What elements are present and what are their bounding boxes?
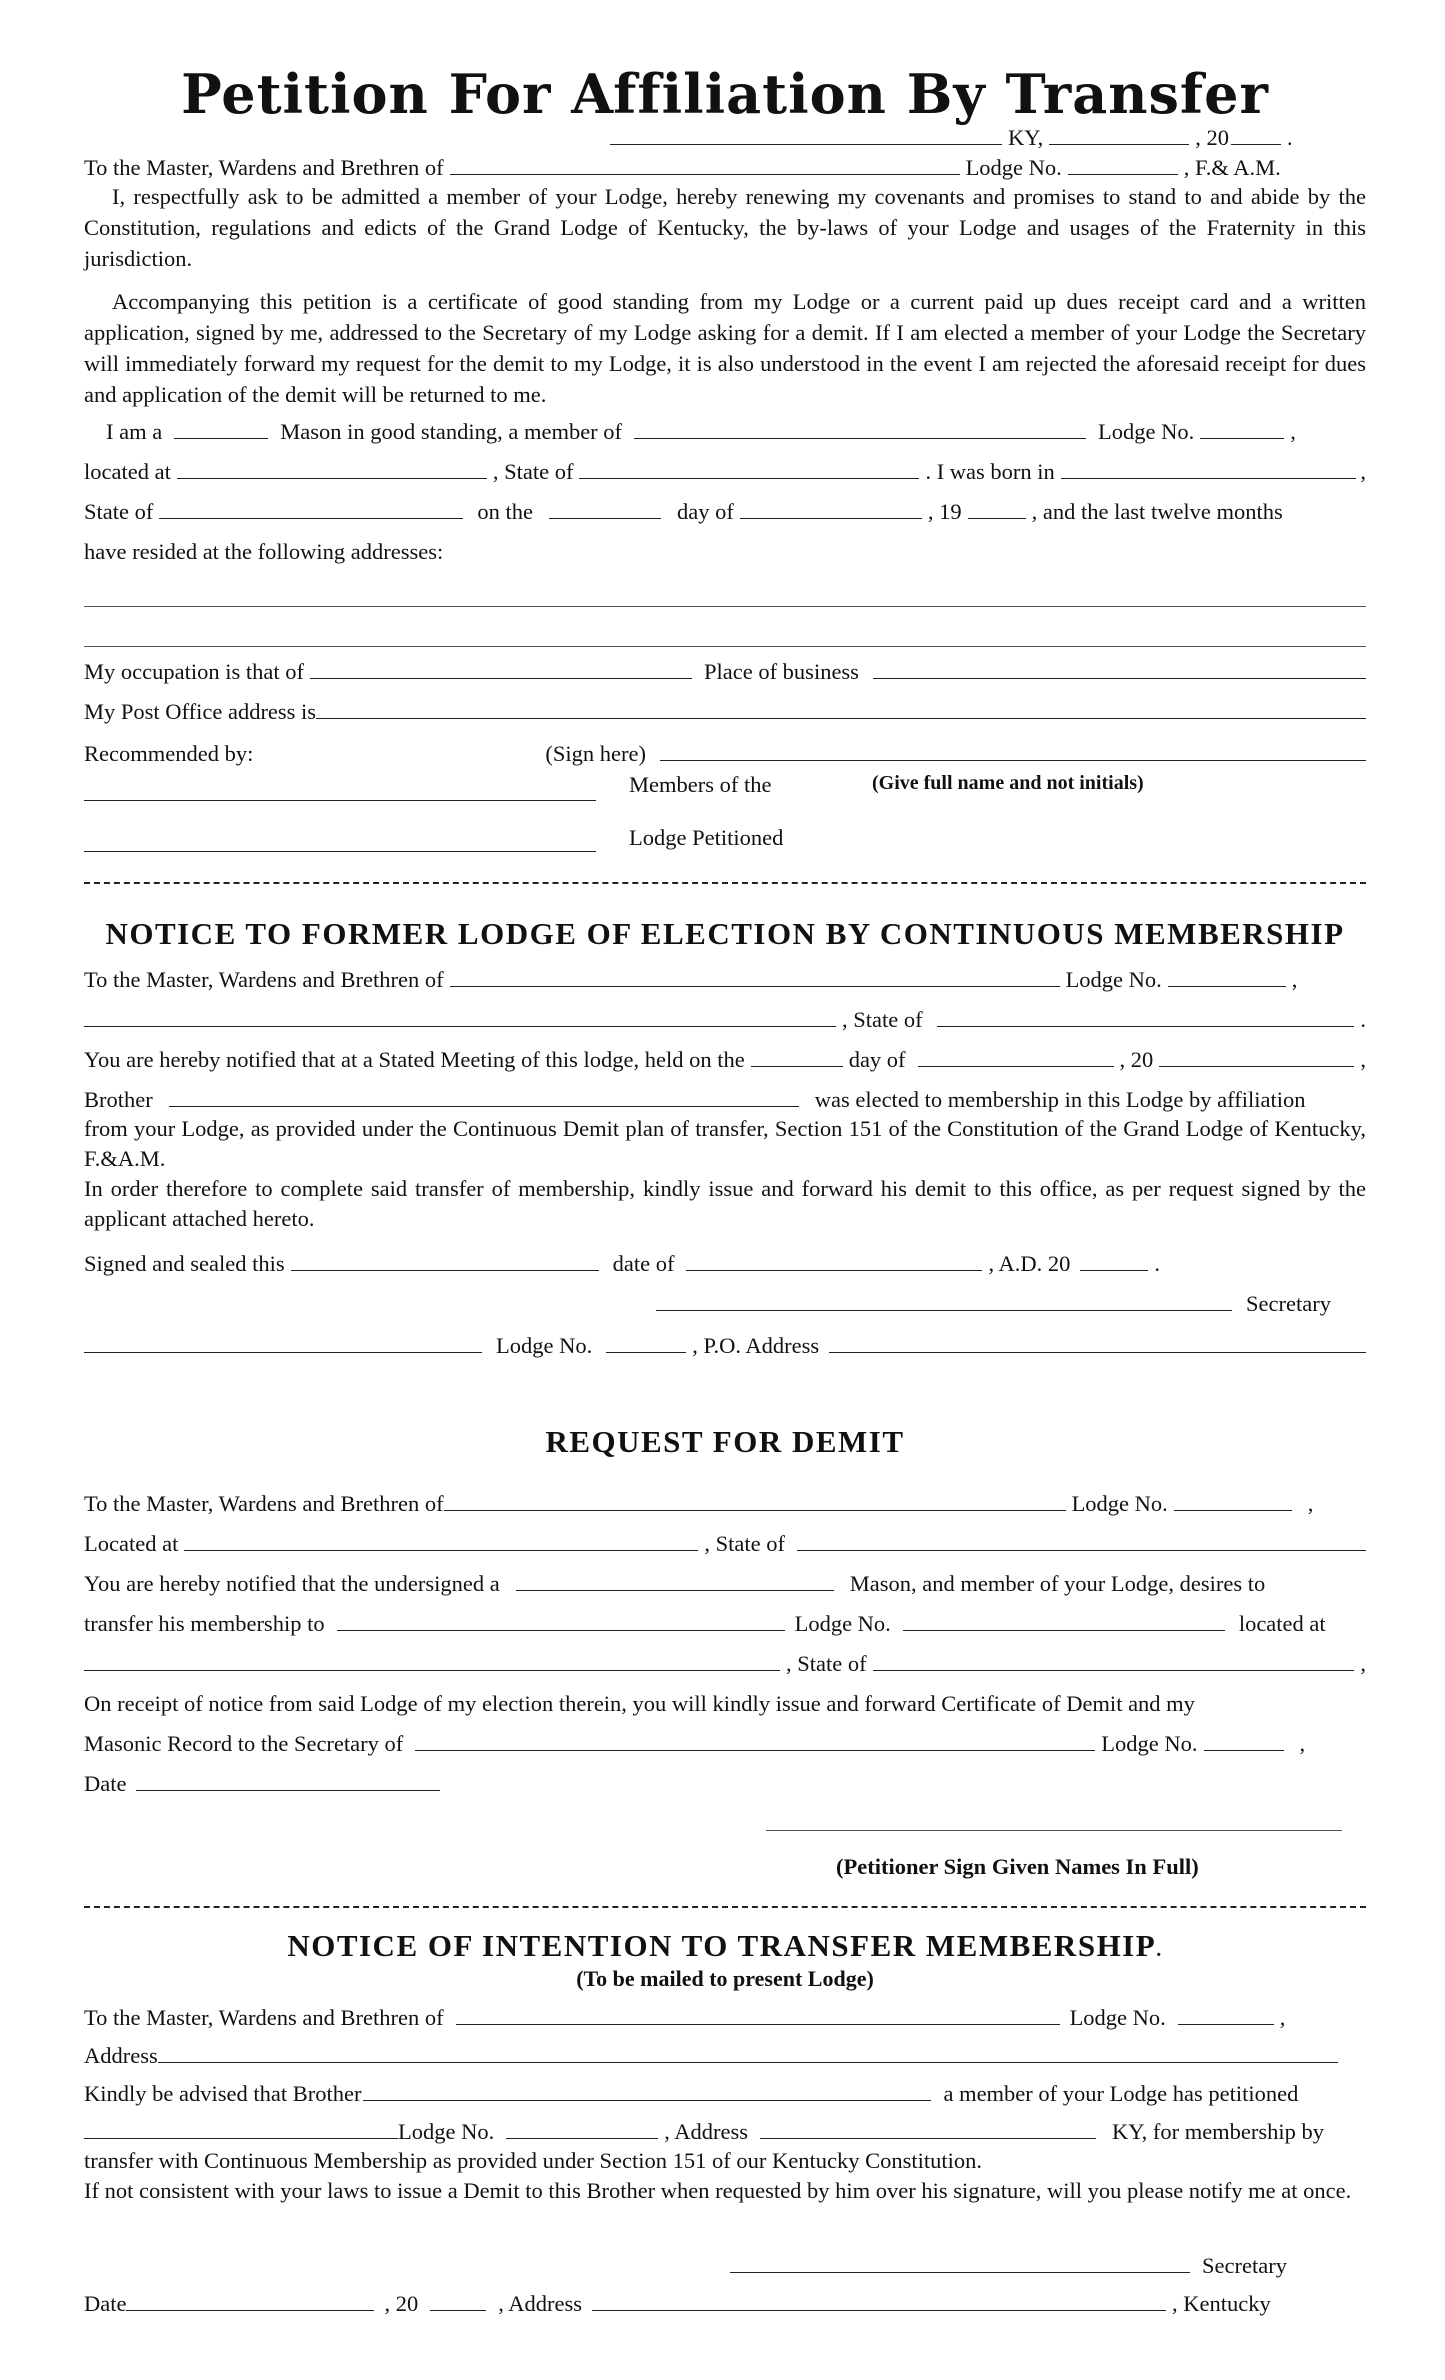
address-line-2[interactable] [84,646,1366,647]
brother-name-field[interactable] [169,1086,799,1107]
record-lodge-number-field[interactable] [1204,1730,1284,1751]
occupation-line: My occupation is that of Place of business [84,658,1366,686]
intention-final-address-field[interactable] [592,2290,1166,2311]
notice-lodge-name-field[interactable] [450,966,1060,987]
po-address-field[interactable] [829,1332,1366,1353]
birth-year-field[interactable] [968,498,1026,519]
demit-lodge-number-field[interactable] [1174,1490,1292,1511]
lodge-number-field[interactable] [1068,154,1178,175]
recommended-line: Recommended by: (Sign here) [84,740,1366,768]
notice-po-line: Lodge No. , P.O. Address [84,1332,1366,1360]
intention-address-line: Address [84,2042,1366,2070]
intention-address-field[interactable] [158,2042,1338,2063]
intention-date-line: Date , 20 , Address , Kentucky [84,2291,1271,2316]
petition-to-master-line: To the Master, Wardens and Brethren of Lodge No. , F.& A.M. [84,155,1281,180]
transfer-lodge-number-field[interactable] [903,1610,1225,1631]
recommender-line-2[interactable] [84,851,596,852]
year-field[interactable] [1231,124,1281,145]
intention-paragraph-1: transfer with Continuous Membership as provided under Section 151 of our Kentucky Constitution. [84,2148,983,2173]
intention-secretary-line: Secretary [84,2252,1366,2280]
petitioner-signature-field[interactable] [766,1830,1342,1831]
intention-lodge-name-field[interactable] [456,2004,1060,2025]
signed-month-field[interactable] [686,1250,982,1271]
intention-lodge-field[interactable] [84,2118,398,2139]
demit-degree-field[interactable] [516,1570,834,1591]
notice-lodge-no-field[interactable] [606,1332,686,1353]
full-name-note: (Give full name and not initials) [872,772,1144,794]
notice-heading: NOTICE TO FORMER LODGE OF ELECTION BY CONTINUOUS MEMBERSHIP [105,916,1345,951]
birth-day-field[interactable] [549,498,661,519]
intention-date-field[interactable] [126,2290,374,2311]
recommender-line-1[interactable] [84,800,596,801]
demit-date-field[interactable] [136,1770,440,1791]
address-line-1[interactable] [84,606,1366,607]
demit-state-field[interactable] [797,1530,1366,1551]
members-of-label: Members of the [629,772,772,797]
intention-paragraph-2: If not consistent with your laws to issue a Demit to this Brother when requested by him over his signature, will you please notify me at once. [84,2178,1352,2203]
intention-subheading: (To be mailed to present Lodge) [576,1966,874,1991]
state-field[interactable] [579,458,919,479]
notice-secretary-line: Secretary [84,1290,1366,1318]
intention-brother-line: Kindly be advised that Brother a member of your Lodge has petitioned [84,2081,1299,2106]
demit-state-line: , State of , [84,1650,1366,1678]
intention-secretary-field[interactable] [730,2252,1190,2273]
meeting-year-field[interactable] [1159,1046,1354,1067]
resided-line: have resided at the following addresses: [84,539,444,564]
record-lodge-field[interactable] [415,1730,1095,1751]
signed-year-field[interactable] [1080,1250,1148,1271]
demit-lodge-name-field[interactable] [444,1490,1066,1511]
notice-lodge-number-field[interactable] [1168,966,1286,987]
notice-paragraph-1: from your Lodge, as provided under the Continuous Demit plan of transfer, Section 151 of the Constitution of the Grand Lodge of Kentucky, F.&A.M. [84,1116,1366,1171]
meeting-month-field[interactable] [918,1046,1114,1067]
lodge-petitioned-label: Lodge Petitioned [629,825,784,850]
demit-located-line: Located at , State of [84,1530,1366,1558]
occupation-field[interactable] [310,658,692,679]
intention-to-master-line: To the Master, Wardens and Brethren of Lodge No. , [84,2005,1286,2030]
notice-paragraph-2: In order therefore to complete said transfer of membership, kindly issue and forward his demit to this office, as per request signed by the applicant attached hereto. [84,1176,1366,1231]
demit-located-field[interactable] [184,1530,698,1551]
cut-line-1 [84,882,1366,884]
notice-meeting-line: You are hereby notified that at a Stated Meeting of this lodge, held on the day of , 20 , [84,1047,1366,1072]
demit-date-line: Date [84,1770,1366,1798]
form-title: Petition For Affiliation By Transfer [181,62,1269,126]
demit-receipt-line: On receipt of notice from said Lodge of my election therein, you will kindly issue and forward Certificate of Demit and my [84,1691,1195,1716]
transfer-city-field[interactable] [84,1650,780,1671]
notice-state-field[interactable] [937,1006,1355,1027]
post-office-line: My Post Office address is [84,698,1366,726]
post-office-field[interactable] [316,698,1366,719]
intention-lodge-address-line: Lodge No. , Address KY, for membership by [84,2118,1366,2146]
intention-lodge-number-field[interactable] [1178,2004,1274,2025]
date-field[interactable] [1049,124,1189,145]
city-field[interactable] [610,124,1002,145]
birth-state-field[interactable] [159,498,463,519]
intention-year-field[interactable] [430,2290,486,2311]
demit-record-line: Masonic Record to the Secretary of Lodge No. , [84,1731,1306,1756]
demit-transfer-line: transfer his membership to Lodge No. located at [84,1611,1326,1636]
mason-standing-line: I am a Mason in good standing, a member of Lodge No. , [106,419,1296,444]
petition-paragraph-2: Accompanying this petition is a certificate of good standing from my Lodge or a current paid up dues receipt card and a written application, signed by me, addressed to the Secretary of my Lodge asking for a demit. If I am elected a member of your Lodge the Secretary will immediately forward my request for the demit to my Lodge, it is also understood in the event I am rejected the aforesaid receipt for dues and application of the demit will be returned to me. [84,289,1366,407]
notice-lodge-field[interactable] [84,1332,482,1353]
intention-lodge-no-field[interactable] [506,2118,658,2139]
intention-brother-field[interactable] [363,2080,931,2101]
cut-line-2 [84,1906,1366,1908]
birth-month-field[interactable] [740,498,922,519]
notice-secretary-field[interactable] [656,1290,1232,1311]
petitioner-sign-label: (Petitioner Sign Given Names In Full) [836,1854,1199,1879]
transfer-lodge-field[interactable] [337,1610,785,1631]
meeting-day-field[interactable] [751,1046,843,1067]
lodge-name-field[interactable] [450,154,960,175]
intention-lodge-address-field[interactable] [760,2118,1096,2139]
birthplace-field[interactable] [1061,458,1357,479]
notice-brother-line: Brother was elected to membership in this Lodge by affiliation [84,1087,1306,1112]
located-born-line: located at , State of . I was born in , [84,459,1366,484]
located-at-field[interactable] [177,458,487,479]
demit-to-master-line: To the Master, Wardens and Brethren of Lodge No. , [84,1491,1314,1516]
petition-paragraph-1: I, respectfully ask to be admitted a member of your Lodge, hereby renewing my covenants and promises to stand to and abide by the Constitution, regulations and edicts of the Grand Lodge of Kentucky, the by-laws of your Lodge and usages of the Fraternity in this jurisdiction. [84,184,1366,271]
place-of-business-field[interactable] [873,658,1366,679]
member-lodge-field[interactable] [634,418,1086,439]
notice-to-master-line: To the Master, Wardens and Brethren of Lodge No. , [84,967,1298,992]
demit-undersigned-line: You are hereby notified that the undersigned a Mason, and member of your Lodge, desires to [84,1571,1266,1596]
transfer-state-field[interactable] [873,1650,1355,1671]
member-lodge-number-field[interactable] [1200,418,1284,439]
birth-date-line: State of on the day of , 19 , and the last twelve months [84,499,1283,524]
notice-state-line: , State of . [84,1006,1366,1034]
intention-heading: NOTICE OF INTENTION TO TRANSFER MEMBERSHIP. [287,1928,1163,1963]
demit-heading: REQUEST FOR DEMIT [545,1424,905,1459]
signed-sealed-line: Signed and sealed this date of , A.D. 20 . [84,1251,1160,1276]
signature-field[interactable] [660,740,1366,761]
notice-city-field[interactable] [84,1006,836,1027]
signed-day-field[interactable] [291,1250,599,1271]
date-line: KY, , 20 . [84,124,1366,152]
mason-degree-field[interactable] [174,418,268,439]
petition-form [84,0,1366,2380]
